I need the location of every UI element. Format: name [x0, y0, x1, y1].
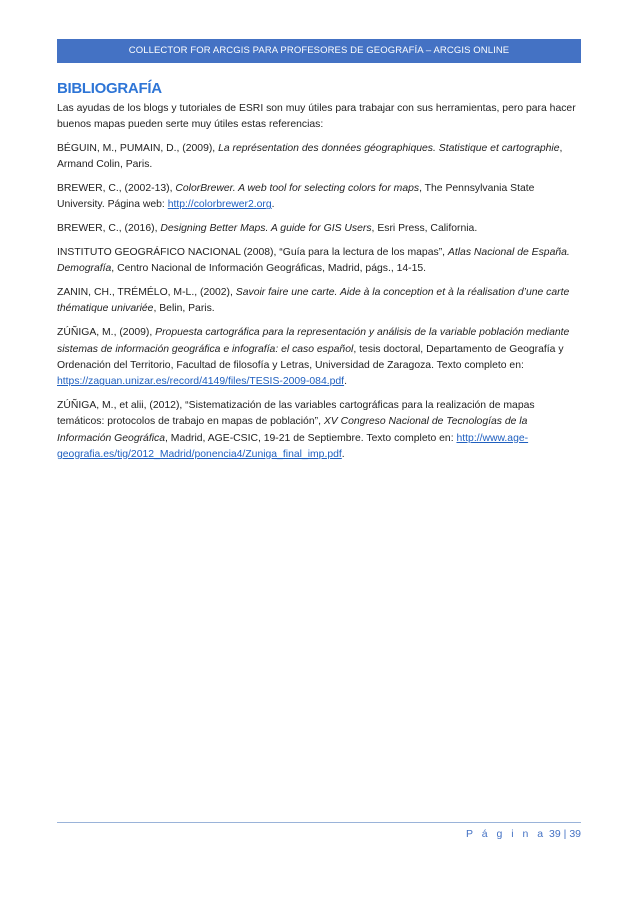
reference-brewer-2002: BREWER, C., (2002-13), ColorBrewer. A web tool for selecting colors for maps, The Pennsylvania State University. Página web: http://colorbrewer2.org. — [57, 183, 535, 211]
reference-zuniga-2009: ZÚÑIGA, M., (2009), Propuesta cartográfica para la representación y análisis de la variable población mediante sistemas de información geográfica e infografía: el caso español, tesis doctoral, Departamento de Geografía y Ordenación del Territorio, Facultad de filosofía y Letras, Universidad de Zaragoza. Texto completo en: https://zaguan.unizar.es/record/4149/files/TESIS-2009-084.pdf. — [57, 327, 570, 388]
bibliography-body — [57, 101, 583, 471]
page-current: 39 — [549, 828, 561, 840]
running-header — [57, 39, 581, 63]
reference-beguin: BÉGUIN, M., PUMAIN, D., (2009), La représentation des données géographiques. Statistique et cartographie, Armand Colin, Paris. — [57, 143, 563, 171]
reference-brewer-2016: BREWER, C., (2016), Designing Better Maps. A guide for GIS Users, Esri Press, California. — [57, 223, 478, 235]
footer-divider — [57, 822, 581, 823]
colorbrewer-link[interactable]: http://colorbrewer2.org — [167, 199, 272, 211]
section-title: BIBLIOGRAFÍA — [57, 80, 162, 97]
page-total: 39 — [569, 828, 581, 840]
zaguan-thesis-link[interactable]: https://zaguan.unizar.es/record/4149/files/TESIS-2009-084.pdf — [57, 376, 345, 388]
page-label: P á g i n a — [466, 828, 547, 840]
reference-zanin: ZANIN, CH., TRÉMÉLO, M-L., (2002), Savoir faire une carte. Aide à la conception et à la réalisation d’une carte thématique univariée, Belin, Paris. — [57, 287, 570, 315]
age-geografia-link[interactable]: http://www.age-geografia.es/tig/2012_Madrid/ponencia4/Zuniga_final_imp.pdf — [57, 432, 529, 460]
header-text: COLLECTOR FOR ARCGIS PARA PROFESORES DE GEOGRAFÍA – ARCGIS ONLINE — [128, 45, 510, 56]
page-separator: | — [563, 828, 567, 840]
reference-ign: INSTITUTO GEOGRÁFICO NACIONAL (2008), “Guía para la lectura de los mapas”, Atlas Nacional de España. Demografía, Centro Nacional de Información Geográficas, Madrid, págs., 14-15. — [57, 247, 570, 275]
page-footer — [466, 828, 581, 840]
reference-zuniga-2012: ZÚÑIGA, M., et alii, (2012), “Sistematización de las variables cartográficas para la realización de mapas temáticos: protocolos de trabajo en mapas de población”, XV Congreso Nacional de Tecnologías de la Información Geográfica, Madrid, AGE-CSIC, 19-21 de Septiembre. Texto completo en: http://www.age-geografia.es/tig/2012_Madrid/ponencia4/Zuniga_final_imp.pdf. — [57, 399, 535, 460]
intro-paragraph: Las ayudas de los blogs y tutoriales de ESRI son muy útiles para trabajar con sus herramientas, pero para hacer buenos mapas pueden serte muy útiles estas referencias: — [57, 103, 576, 131]
